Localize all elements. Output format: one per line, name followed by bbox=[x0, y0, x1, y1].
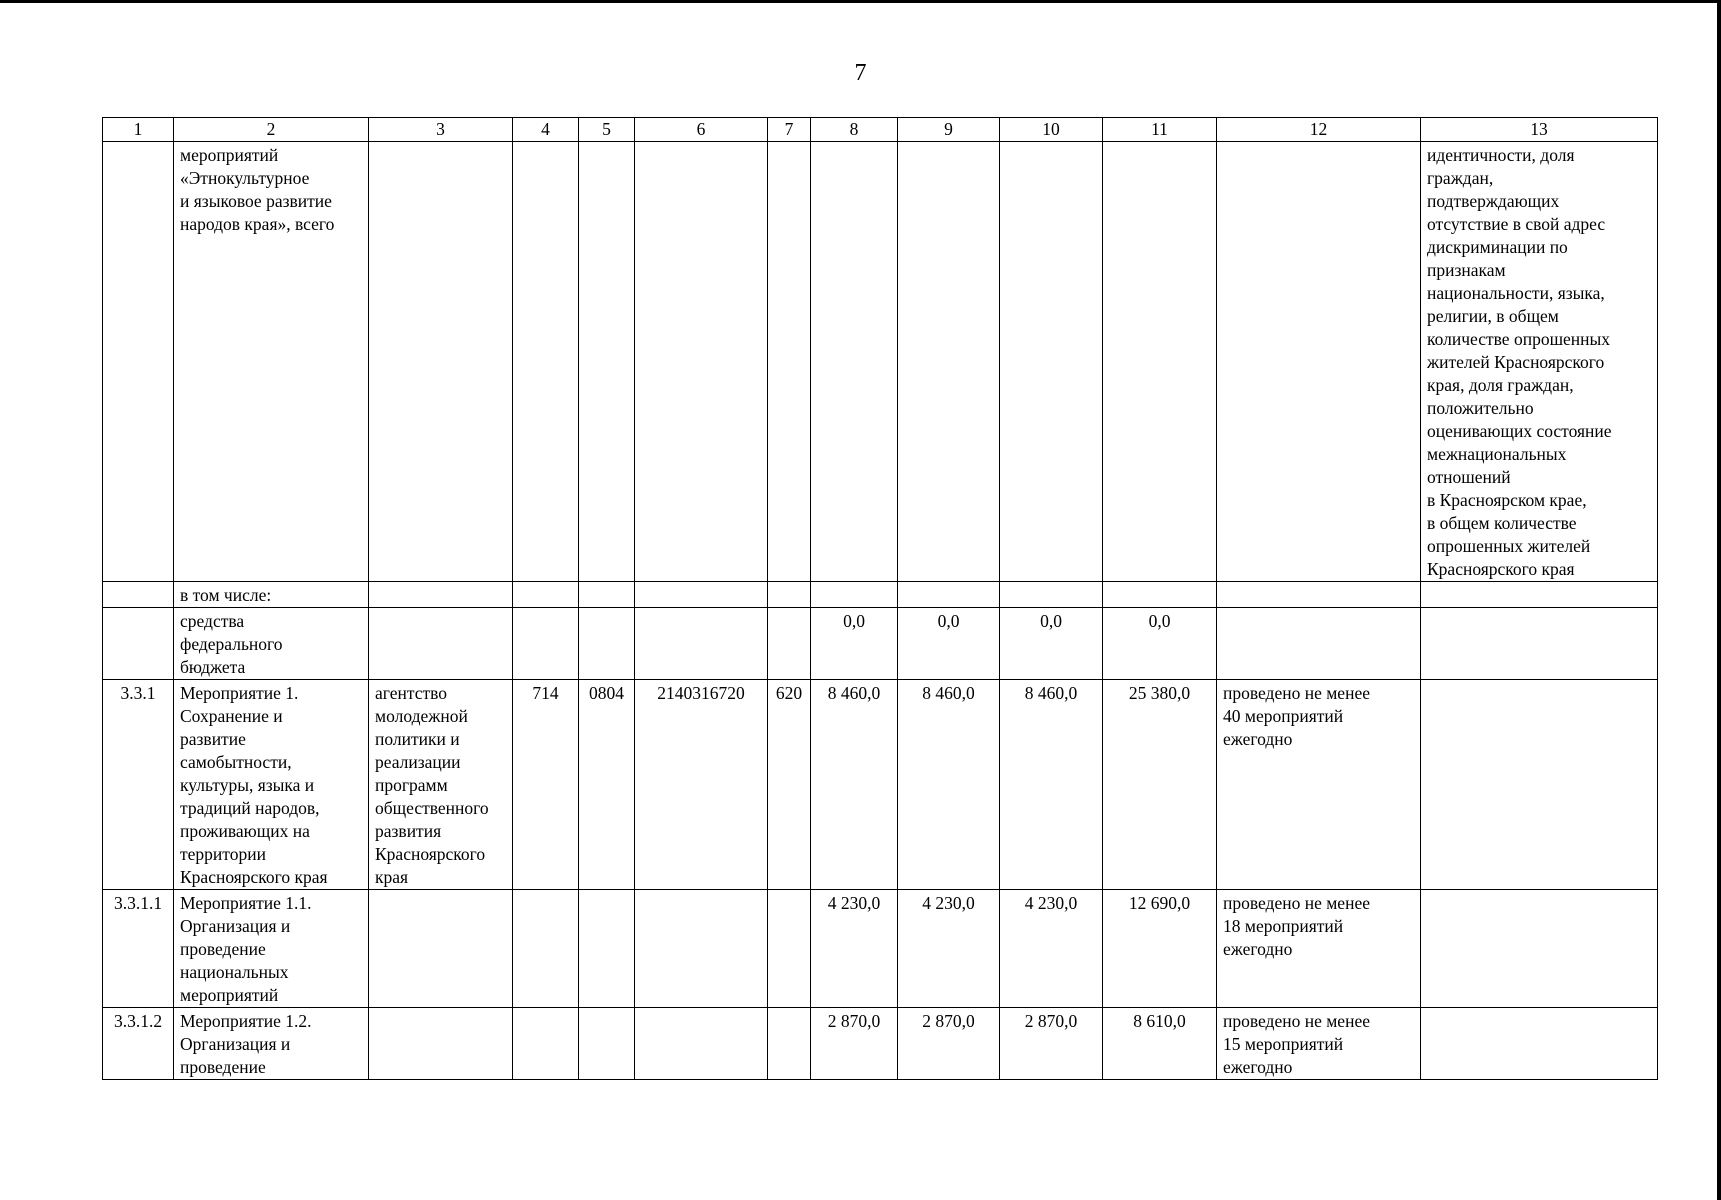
amount-cell: 2 870,0 bbox=[811, 1008, 898, 1080]
activity-name-cell: мероприятий «Этнокультурное и языковое развитие народов края», всего bbox=[174, 142, 369, 582]
amount-cell: 2 870,0 bbox=[1000, 1008, 1103, 1080]
amount-cell: 0,0 bbox=[1103, 608, 1217, 680]
header-cell: 1 bbox=[103, 118, 174, 142]
header-cell: 12 bbox=[1217, 118, 1421, 142]
budget-table bbox=[102, 117, 1658, 1080]
header-cell: 6 bbox=[635, 118, 768, 142]
activity-name-cell: Мероприятие 1.1. Организация и проведение национальных мероприятий bbox=[174, 890, 369, 1008]
amount-cell: 0,0 bbox=[811, 608, 898, 680]
amount-cell: 25 380,0 bbox=[1103, 680, 1217, 890]
header-cell: 3 bbox=[369, 118, 513, 142]
amount-cell: 4 230,0 bbox=[811, 890, 898, 1008]
code-cell: 2140316720 bbox=[635, 680, 768, 890]
including-label: в том числе: bbox=[174, 582, 369, 608]
header-row bbox=[103, 118, 1658, 142]
table-row-including bbox=[103, 582, 1658, 608]
header-cell: 9 bbox=[898, 118, 1000, 142]
amount-cell: 8 460,0 bbox=[898, 680, 1000, 890]
table-row-continuation bbox=[103, 142, 1658, 582]
activity-name-cell: Мероприятие 1.2. Организация и проведение bbox=[174, 1008, 369, 1080]
row-number-cell: 3.3.1 bbox=[103, 680, 174, 890]
row-number-cell: 3.3.1.1 bbox=[103, 890, 174, 1008]
agency-cell: агентство молодежной политики и реализации программ общественного развития Красноярского края bbox=[369, 680, 513, 890]
table-row-3-3-1 bbox=[103, 680, 1658, 890]
table-row-3-3-1-1 bbox=[103, 890, 1658, 1008]
amount-cell: 8 460,0 bbox=[1000, 680, 1103, 890]
amount-cell: 8 460,0 bbox=[811, 680, 898, 890]
amount-cell: 0,0 bbox=[1000, 608, 1103, 680]
amount-cell: 12 690,0 bbox=[1103, 890, 1217, 1008]
header-cell: 10 bbox=[1000, 118, 1103, 142]
code-cell: 0804 bbox=[579, 680, 635, 890]
indicator-cell: идентичности, доля граждан, подтверждающих отсутствие в свой адрес дискриминации по признакам национальности, языка, религии, в общем количестве опрошенных жителей Красноярского края, доля граждан, положительно оценивающих состояние межнациональных отношений в Красноярском крае, в общем количестве опрошенных жителей Красноярского края bbox=[1421, 142, 1658, 582]
header-cell: 11 bbox=[1103, 118, 1217, 142]
page-number: 7 bbox=[854, 60, 867, 86]
header-cell: 4 bbox=[513, 118, 579, 142]
amount-cell: 8 610,0 bbox=[1103, 1008, 1217, 1080]
header-cell: 2 bbox=[174, 118, 369, 142]
amount-cell: 4 230,0 bbox=[1000, 890, 1103, 1008]
row-number-cell: 3.3.1.2 bbox=[103, 1008, 174, 1080]
header-cell: 7 bbox=[768, 118, 811, 142]
result-cell: проведено не менее 18 мероприятий ежегодно bbox=[1217, 890, 1421, 1008]
header-cell: 8 bbox=[811, 118, 898, 142]
amount-cell: 2 870,0 bbox=[898, 1008, 1000, 1080]
result-cell: проведено не менее 15 мероприятий ежегодно bbox=[1217, 1008, 1421, 1080]
header-cell: 5 bbox=[579, 118, 635, 142]
code-cell: 620 bbox=[768, 680, 811, 890]
scan-top-edge bbox=[0, 0, 1721, 3]
funding-source-cell: средства федерального бюджета bbox=[174, 608, 369, 680]
amount-cell: 4 230,0 bbox=[898, 890, 1000, 1008]
activity-name-cell: Мероприятие 1. Сохранение и развитие самобытности, культуры, языка и традиций народов, проживающих на территории Красноярского края bbox=[174, 680, 369, 890]
result-cell: проведено не менее 40 мероприятий ежегодно bbox=[1217, 680, 1421, 890]
amount-cell: 0,0 bbox=[898, 608, 1000, 680]
header-cell: 13 bbox=[1421, 118, 1658, 142]
code-cell: 714 bbox=[513, 680, 579, 890]
table-row-federal bbox=[103, 608, 1658, 680]
table-row-3-3-1-2 bbox=[103, 1008, 1658, 1080]
scan-right-edge bbox=[1717, 0, 1721, 1200]
